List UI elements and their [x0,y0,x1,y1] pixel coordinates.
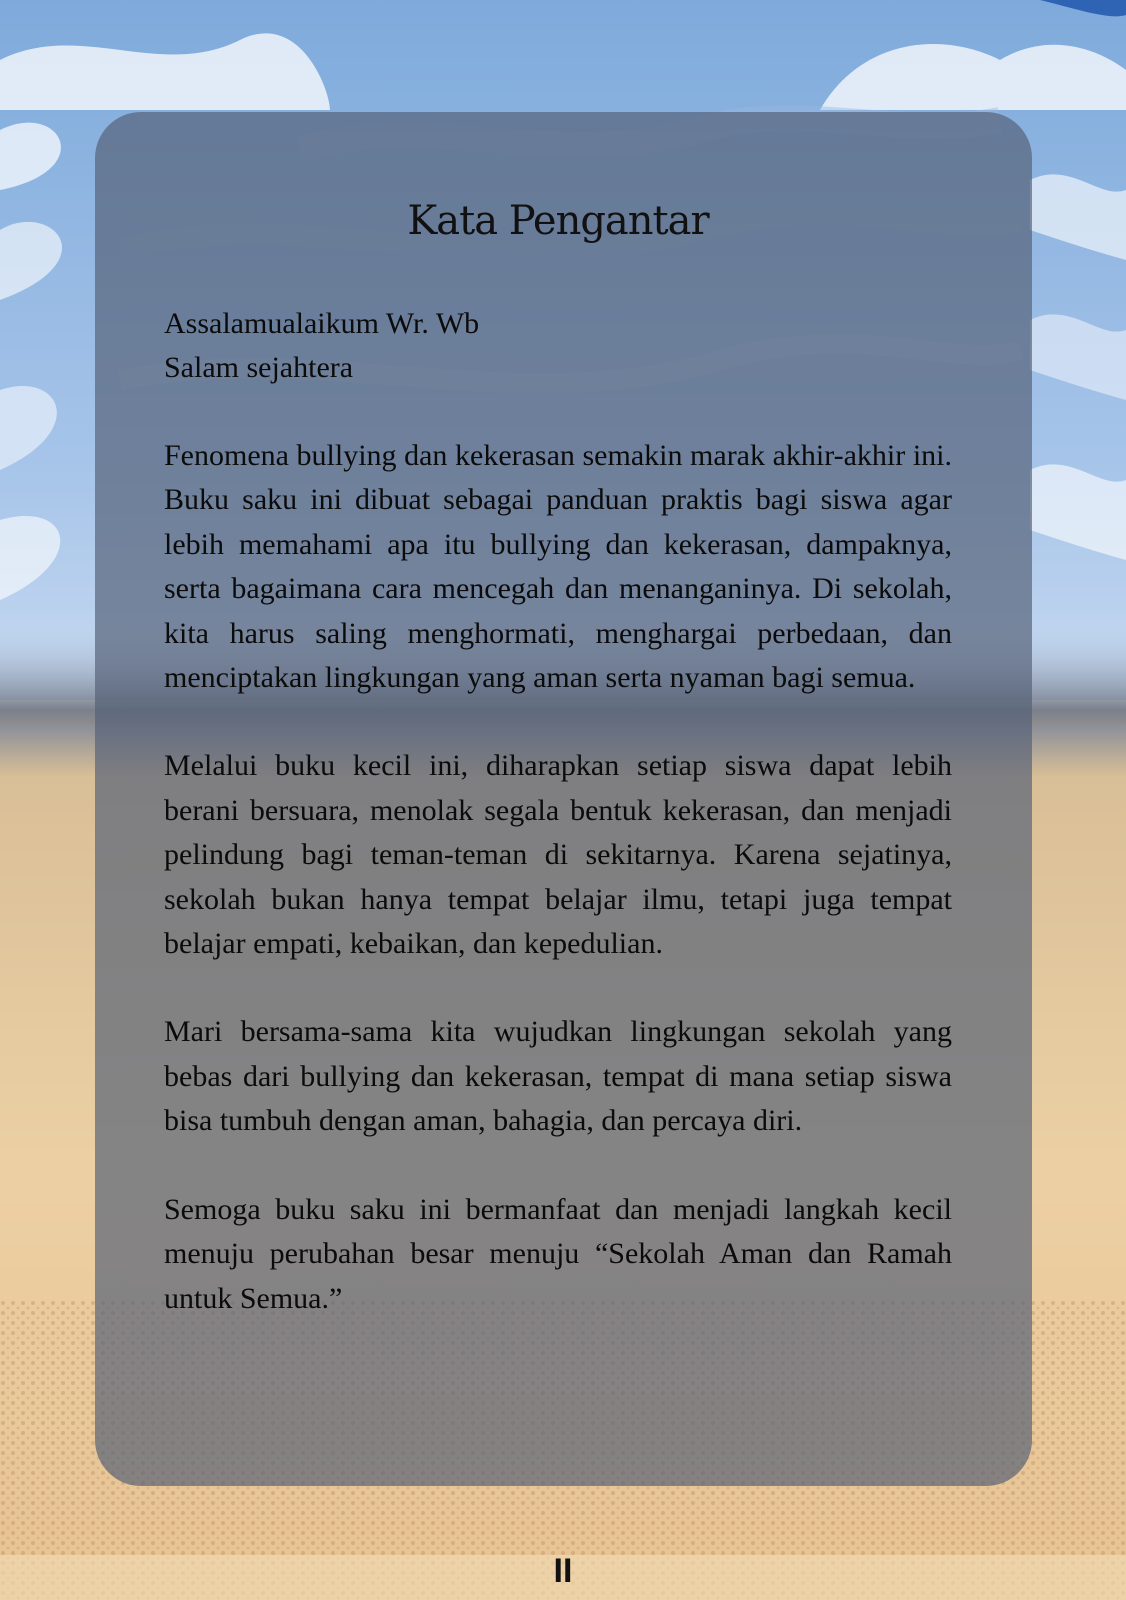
greeting-line: Assalamualaikum Wr. Wb [164,307,480,340]
greeting-block [164,302,952,390]
page-title: Kata Pengantar [407,198,709,244]
paragraph: Semoga buku saku ini bermanfaat dan menjadi langkah kecil menuju perubahan besar menuju “Sekolah Aman dan Ramah untuk Semua.” [164,1192,952,1315]
paragraph: Melalui buku kecil ini, diharapkan setiap siswa dapat lebih berani bersuara, menolak segala bentuk kekerasan, dan menjadi pelindung bagi teman-teman di sekitarnya. Karena sejatinya, sekolah bukan hanya tempat belajar ilmu, tetapi juga tempat belajar empati, kebaikan, dan kepedulian. [164,749,952,961]
paragraph: Mari bersama-sama kita wujudkan lingkungan sekolah yang bebas dari bullying dan kekerasan, tempat di mana setiap siswa bisa tumbuh dengan aman, bahagia, dan percaya diri. [164,1015,952,1138]
page-number: II [553,1552,573,1590]
preface-card [95,112,1032,1486]
greeting-line: Salam sejahtera [164,351,354,384]
paragraph: Fenomena bullying dan kekerasan semakin marak akhir-akhir ini. Buku saku ini dibuat sebagai panduan praktis bagi siswa agar lebih memahami apa itu bullying dan kekerasan, dampaknya, serta bagaimana cara mencegah dan menanganinya. Di sekolah, kita harus saling menghormati, menghargai perbedaan, dan menciptakan lingkungan yang aman serta nyaman bagi semua. [164,439,952,695]
